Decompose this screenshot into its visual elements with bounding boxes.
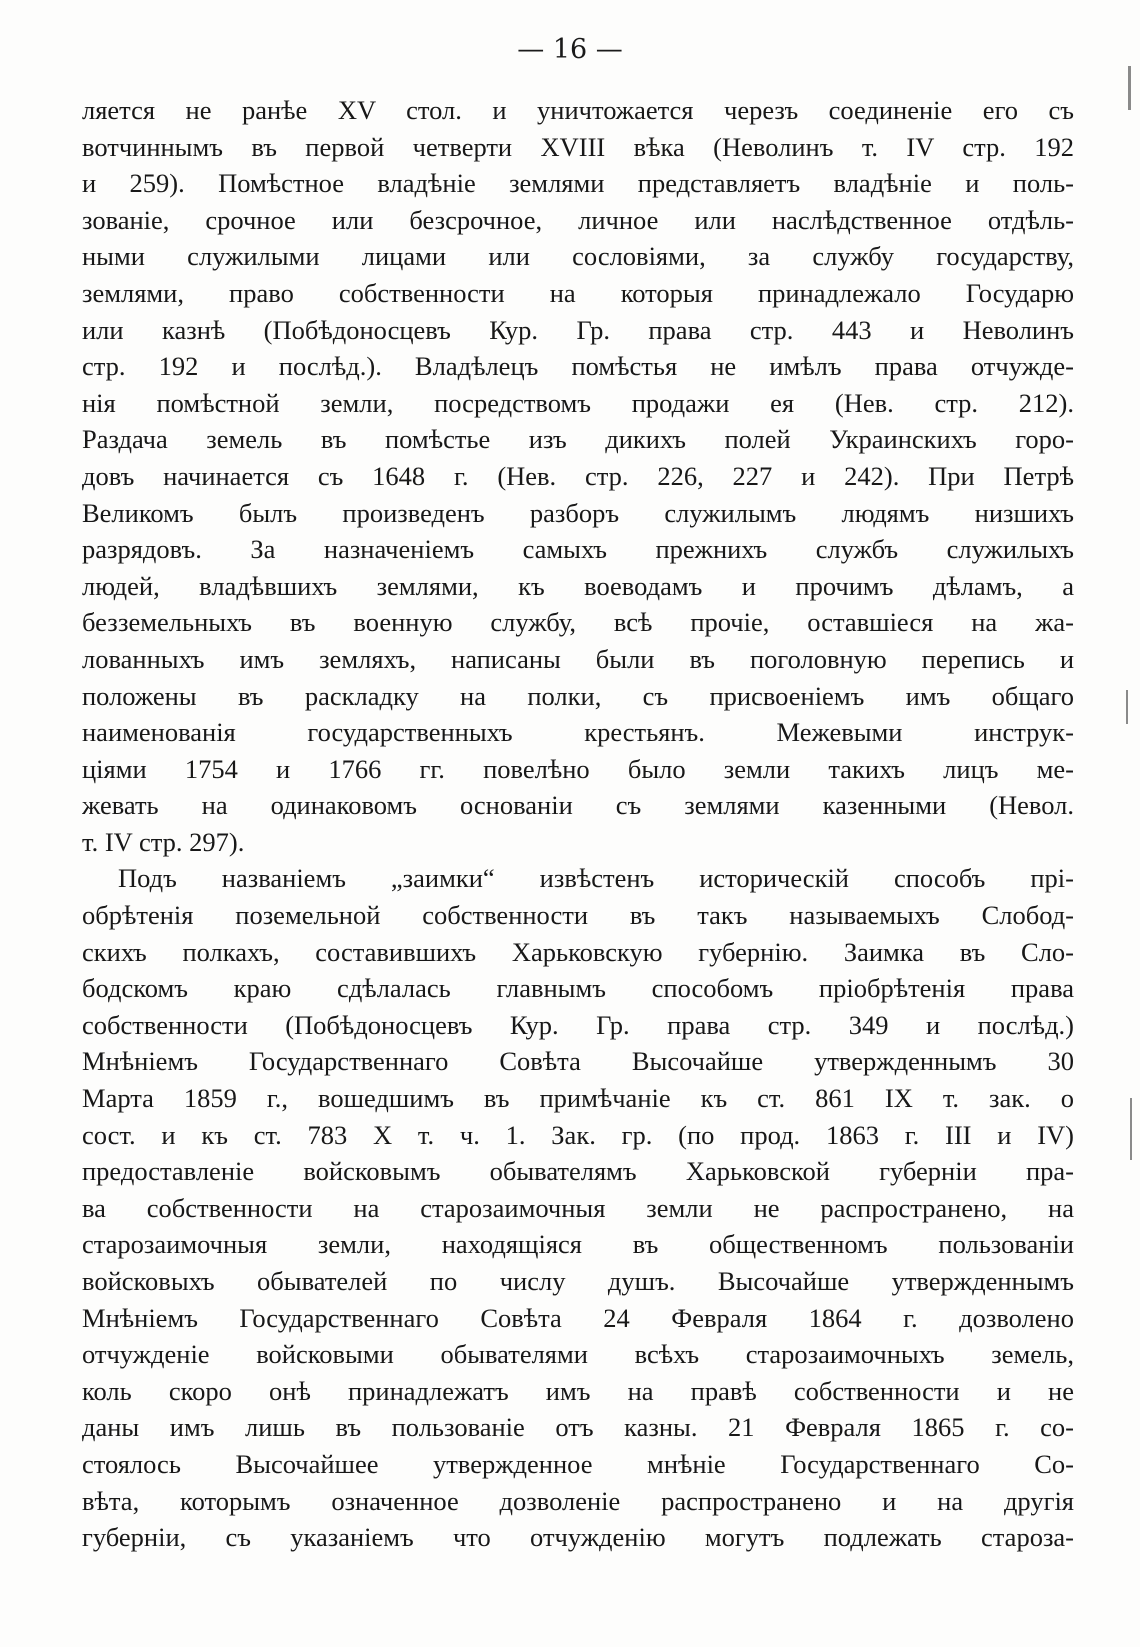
text-line: землями, право собственности на которыя принадлежало Государю xyxy=(82,277,1074,308)
text-line: коль скоро онѣ принадлежатъ имъ на правѣ собственности и не xyxy=(82,1375,1074,1406)
text-line: разрядовъ. За назначеніемъ самыхъ прежнихъ службъ служилыхъ xyxy=(82,534,1074,565)
text-line: Великомъ былъ произведенъ разборъ служилымъ людямъ низшихъ xyxy=(82,497,1074,528)
text-line: вотчиннымъ въ первой четверти XVIII вѣка (Неволинъ т. IV стр. 192 xyxy=(82,131,1074,162)
text-line: и 259). Помѣстное владѣніе землями представляетъ владѣніе и поль- xyxy=(82,168,1074,199)
text-line: сост. и къ ст. 783 X т. ч. 1. Зак. гр. (по прод. 1863 г. III и IV) xyxy=(82,1119,1074,1150)
text-line: ціями 1754 и 1766 гг. повелѣно было земли такихъ лицъ ме- xyxy=(82,753,1074,784)
text-line: ва собственности на старозаимочныя земли не распространено, на xyxy=(82,1192,1074,1223)
text-line: даны имъ лишь въ пользованіе отъ казны. 21 Февраля 1865 г. со- xyxy=(82,1412,1074,1443)
text-line: бодскомъ краю сдѣлалась главнымъ способомъ пріобрѣтенія права xyxy=(82,973,1074,1004)
text-line: Марта 1859 г., вошедшимъ въ примѣчаніе къ ст. 861 IX т. зак. о xyxy=(82,1083,1074,1114)
text-line: войсковыхъ обывателей по числу душъ. Высочайше утвержденнымъ xyxy=(82,1266,1074,1296)
text-line: безземельныхъ въ военную службу, всѣ прочіе, оставшіеся на жа- xyxy=(82,607,1074,638)
text-line: стоялось Высочайшее утвержденное мнѣніе Государственнаго Со- xyxy=(82,1448,1074,1479)
text-line: предоставленіе войсковымъ обывателямъ Харьковской губерніи пра- xyxy=(82,1156,1074,1187)
text-line: т. IV стр. 297). xyxy=(82,826,245,857)
page-number: — 16 — xyxy=(517,34,623,65)
text-line: нія помѣстной земли, посредствомъ продажи ея (Нев. стр. 212). xyxy=(82,387,1074,418)
scan-mark xyxy=(1128,66,1131,110)
text-line: зованіе, срочное или безсрочное, личное или наслѣдственное отдѣль- xyxy=(82,204,1074,235)
text-line: или казнѣ (Побѣдоносцевъ Кур. Гр. права стр. 443 и Неволинъ xyxy=(82,314,1074,345)
text-line: положены въ раскладку на полки, съ присвоеніемъ имъ общаго xyxy=(82,680,1074,711)
text-line: Мнѣніемъ Государственнаго Совѣта Высочайше утвержденнымъ 30 xyxy=(82,1046,1074,1077)
text-line: жевать на одинаковомъ основаніи съ землями казенными (Невол. xyxy=(82,790,1074,821)
text-line: собственности (Побѣдоносцевъ Кур. Гр. права стр. 349 и послѣд.) xyxy=(82,1009,1074,1040)
text-line: Подъ названіемъ „заимки“ извѣстенъ историческій способъ прі- xyxy=(118,863,1074,894)
text-line: наименованія государственныхъ крестьянъ. Межевыми инструк- xyxy=(82,717,1074,748)
text-line: довъ начинается съ 1648 г. (Нев. стр. 226, 227 и 242). При Петрѣ xyxy=(82,460,1074,491)
text-line: обрѣтенія поземельной собственности въ такъ называемыхъ Слобод- xyxy=(82,900,1074,931)
text-line: Раздача земель въ помѣстье изъ дикихъ полей Украинскихъ горо- xyxy=(82,424,1074,455)
body-text xyxy=(82,92,1074,1556)
text-line: ляется не ранѣе XV стол. и уничтожается черезъ соединеніе его съ xyxy=(82,95,1074,125)
text-line: скихъ полкахъ, составившихъ Харьковскую губернію. Заимка въ Сло- xyxy=(82,936,1074,967)
text-line: людей, владѣвшихъ землями, къ воеводамъ и прочимъ дѣламъ, а xyxy=(82,570,1074,601)
scan-mark xyxy=(1130,1098,1132,1160)
text-line: губерніи, съ указаніемъ что отчужденію могутъ подлежать староза- xyxy=(82,1522,1074,1553)
text-line: ными служилыми лицами или сословіями, за службу государству, xyxy=(82,241,1074,272)
text-line: лованныхъ имъ земляхъ, написаны были въ поголовную перепись и xyxy=(82,643,1074,674)
text-line: отчужденіе войсковыми обывателями всѣхъ старозаимочныхъ земель, xyxy=(82,1339,1074,1370)
text-line: старозаимочныя земли, находящіяся въ общественномъ пользованіи xyxy=(82,1229,1074,1260)
text-line: Мнѣніемъ Государственнаго Совѣта 24 Февраля 1864 г. дозволено xyxy=(82,1302,1074,1333)
scan-mark xyxy=(1126,690,1128,724)
text-line: вѣта, которымъ означенное дозволеніе распространено и на другія xyxy=(82,1485,1074,1516)
text-line: стр. 192 и послѣд.). Владѣлецъ помѣстья не имѣлъ права отчужде- xyxy=(82,351,1074,382)
